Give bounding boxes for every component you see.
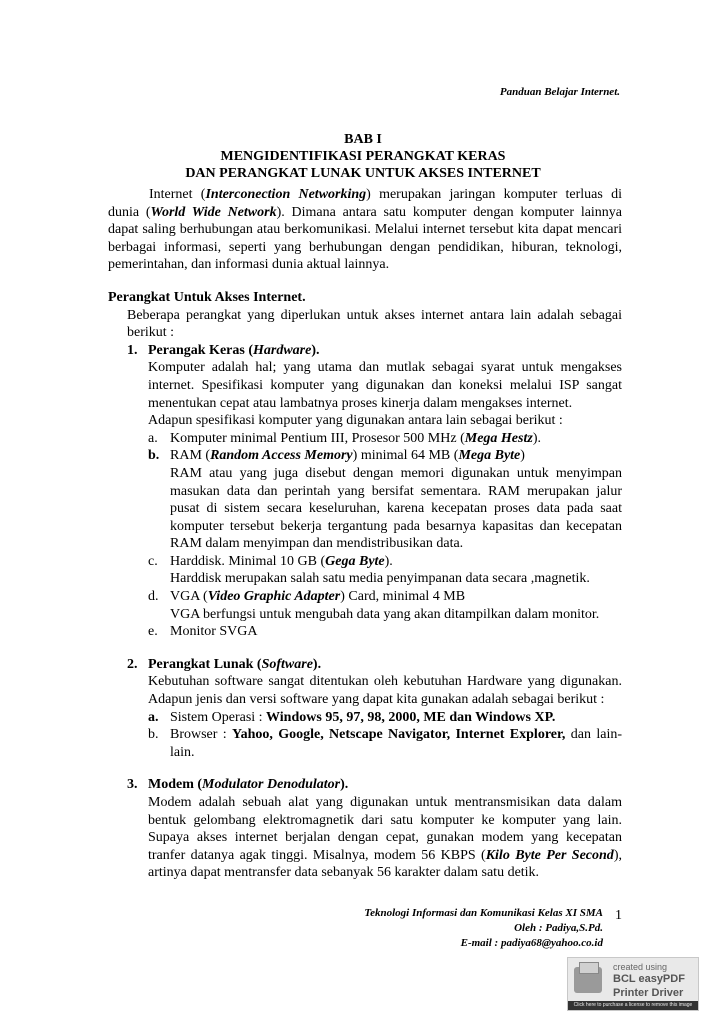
document-body <box>108 186 622 882</box>
stamp-created-label: created using <box>613 962 668 972</box>
sub-item: b. Browser : Yahoo, Google, Netscape Navigator, Internet Explorer, dan lain-lain. <box>148 727 622 760</box>
footer-author: Oleh : Padiya,S.Pd. <box>514 922 603 934</box>
printer-icon <box>574 967 602 993</box>
item-number: 3. <box>127 777 138 793</box>
item-paragraph: Komputer adalah hal; yang utama dan mutlak sebagai syarat untuk mengakses internet. Spesifikasi komputer yang digunakan dan koneksi melalui ISP sangat menentukan cepat atau lambatnya proses kinerja dalam mengakses internet. <box>148 360 622 411</box>
section-heading: Perangkat Untuk Akses Internet. <box>108 289 306 305</box>
intro-term: World Wide Network <box>150 204 277 220</box>
stamp-product-name-2: Printer Driver <box>613 987 684 999</box>
list-item-hardware <box>127 342 622 641</box>
list-item-software <box>127 656 622 762</box>
chapter-number: BAB I <box>344 132 382 147</box>
intro-text: ). Dimana antara satu komputer dengan komputer lainnya dapat saling berhubungan atau berkomunikasi. Melalui internet tersebut kita dapat mencari berbagai informasi, seperti yang berhubungan dengan pendidikan, hiburan, teknologi, pemerintahan, dan informasi dunia aktual lainnya. <box>108 204 623 273</box>
item-title: Perangkat Lunak (Software). <box>148 656 322 672</box>
chapter-titles <box>108 131 618 182</box>
item-title: Perangak Keras (Hardware). <box>148 342 320 358</box>
item-number: 1. <box>127 342 138 358</box>
sub-item-description: RAM atau yang juga disebut dengan memori digunakan untuk menyimpan masukan data dan perintah yang bersifat sementara. RAM merupakan jalur pusat di sistem secara keseluruhan, karena kecepatan proses data pada saat komputer tersebut bekerja tergantung pada besarnya kapasitas dan kecepatan RAM dalam menyimpan dan mendistribusikan data. <box>170 465 622 552</box>
page-number: 1 <box>615 908 622 923</box>
intro-paragraph <box>108 186 622 274</box>
pdf-creator-stamp[interactable] <box>567 957 699 1011</box>
sub-item-description: VGA berfungsi untuk mengubah data yang akan ditampilkan dalam monitor. <box>170 606 600 622</box>
intro-text: Internet ( <box>149 187 206 202</box>
item-paragraph: Kebutuhan software sangat ditentukan oleh kebutuhan Hardware yang digunakan. Adapun jenis dan versi software yang dapat kita gunakan adalah sebagai berikut : <box>148 674 622 708</box>
intro-term: Interconection Networking <box>205 187 367 202</box>
stamp-product-name: BCL easyPDF <box>613 973 685 985</box>
running-header: Panduan Belajar Internet. <box>499 86 620 98</box>
chapter-title-line2: DAN PERANGKAT LUNAK UNTUK AKSES INTERNET <box>185 166 541 181</box>
sub-item: a. Sistem Operasi : Windows 95, 97, 98, 2000, ME dan Windows XP. <box>148 709 556 725</box>
sub-item: c. Harddisk. Minimal 10 GB (Gega Byte). Harddisk merupakan salah satu media penyimpanan data secara ,magnetik. <box>148 553 622 588</box>
intro-text: ) merupakan jaringan komputer terluas di dunia ( <box>108 187 622 220</box>
item-number: 2. <box>127 656 138 672</box>
list-item-modem <box>127 776 622 882</box>
sub-item: a. Komputer minimal Pentium III, Prosesor 500 MHz (Mega Hestz). <box>148 430 541 446</box>
section-content <box>127 307 622 882</box>
footer-email: E-mail : padiya68@yahoo.co.id <box>460 937 603 949</box>
item-title: Modem (Modulator Denodulator). <box>148 777 349 793</box>
page-footer <box>364 906 603 951</box>
sub-item: e. Monitor SVGA <box>148 624 258 640</box>
stamp-purchase-link[interactable]: Click here to purchase a license to remove this image <box>568 1001 698 1010</box>
section-lead: Beberapa perangkat yang diperlukan untuk akses internet antara lain adalah sebagai berikut : <box>127 307 622 341</box>
sub-item-description: Harddisk merupakan salah satu media penyimpanan data secara ,magnetik. <box>170 571 590 587</box>
sub-item: d. VGA (Video Graphic Adapter) Card, minimal 4 MB VGA berfungsi untuk mengubah data yang akan ditampilkan dalam monitor. <box>148 588 622 623</box>
chapter-title-line1: MENGIDENTIFIKASI PERANGKAT KERAS <box>220 149 506 164</box>
footer-course: Teknologi Informasi dan Komunikasi Kelas XI SMA <box>364 907 603 919</box>
sub-item: b. RAM (Random Access Memory) minimal 64 MB (Mega Byte) RAM atau yang juga disebut dengan memori digunakan untuk menyimpan masukan data dan perintah yang bersifat sementara. RAM merupakan jalur pusat di sistem secara keseluruhan, karena kecepatan proses data pada saat komputer tersebut bekerja tergantung pada besarnya kapasitas dan kecepatan RAM dalam menyimpan dan mendistribusikan data. <box>148 448 622 552</box>
item-paragraph: Modem adalah sebuah alat yang digunakan untuk mentransmisikan data dalam bentuk gelombang elektromagnetik dari satu komputer ke komputer yang lain. Supaya akses internet berjalan dengan cepat, gunakan modem yang kecepatan tranfer datanya agak tinggi. Misalnya, modem 56 KBPS (Kilo Byte Per Second), artinya dapat mentransfer data sebanyak 56 karakter dalam satu detik. <box>148 795 622 881</box>
item-paragraph: Adapun spesifikasi komputer yang digunakan antara lain sebagai berikut : <box>148 413 563 429</box>
